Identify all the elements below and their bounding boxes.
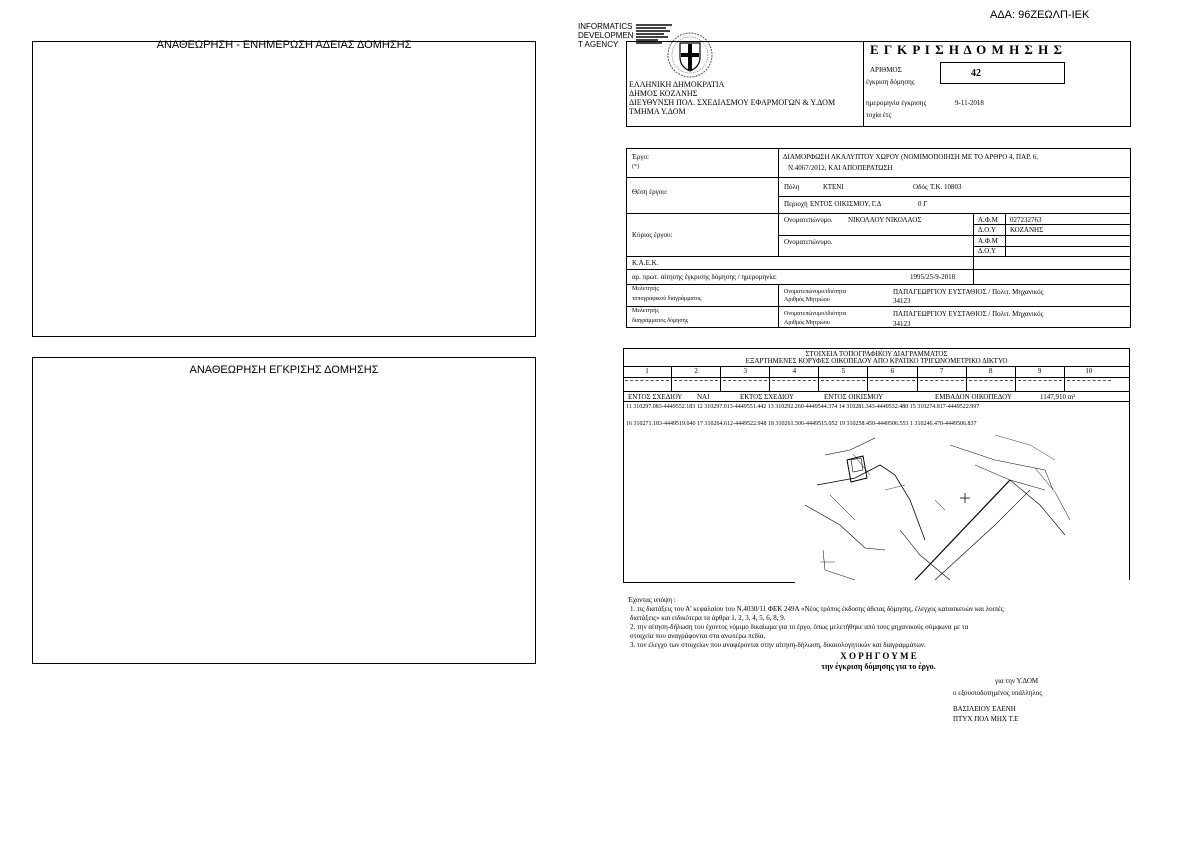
revision-permit-title: ΑΝΑΘΕΩΡΗΣΗ - ΕΝΗΜΕΡΩΣΗ ΑΔΕΙΑΣ ΔΟΜΗΣΗΣ: [156, 39, 412, 51]
vertex-columns: [623, 366, 1113, 391]
authorized-official-label: ο εξουσιοδοτημένος υπάλληλος: [953, 689, 1043, 697]
topo-subtitle: ΕΞΑΡΤΗΜΕΝΕΣ ΚΟΡΥΦΕΣ ΟΙΚΟΠΕΔΟΥ ΑΠΟ ΚΡΑΤΙΚΟ ΤΡΙΓΩΝΟΜΕΤΡΙΚΟ ΔΙΚΤΥΟ: [745, 357, 1008, 365]
project-sub-label: (*): [632, 164, 639, 170]
basis-item-3: 3. τον έλεγχο των στοιχείων που αναφέρονται στην αίτηση-δήλωση, δικαιολογητικών και διαγραμμάτων.: [630, 641, 926, 649]
arch-engineer-name: ΠΑΠΑΓΕΩΡΓΙΟΥ ΕΥΣΤΑΘΙΟΣ / Πολιτ. Μηχανικός: [893, 310, 1044, 318]
approval-date: 9-11-2018: [955, 99, 984, 107]
number-label: ΑΡΙΘΜΟΣ: [870, 66, 902, 74]
topo-study-label-line: τοπογραφικού διαγράμματος: [632, 296, 702, 302]
vertex-column: 2: [672, 366, 721, 391]
owner-name-label: Ονοματεπώνυμο.: [784, 216, 833, 224]
date-label: ημερομηνία έγκρισης: [866, 99, 927, 107]
doy-value: ΚΟΖΑΝΗΣ: [1010, 226, 1044, 234]
vertex-column: 10: [1065, 366, 1113, 391]
arch-study-label-line: διαγράμματος δόμησης: [632, 318, 689, 324]
vertex-column: 9: [1016, 366, 1065, 391]
revision-approval-panel: [32, 357, 536, 664]
topo-engineer-name: ΠΑΠΑΓΕΩΡΓΙΟΥ ΕΥΣΤΑΘΙΟΣ / Πολιτ. Μηχανικός: [893, 288, 1044, 296]
date-sub-label: τοχία έτς: [866, 111, 892, 119]
protocol-label: αρ. πρωτ. αίτησης έγκρισης δόμησης / ημερομηνία:: [632, 273, 777, 281]
area-code: 0 Γ: [918, 200, 928, 208]
basis-item-1: 1. τις διατάξεις του Α' κεφαλαίου του Ν.4030/11 ΦΕΚ 249Α «Νέος τρόπος έκδοσης άδειας δόμησης, έλεγχος κατασκευών και λοιπές: [630, 605, 1004, 613]
afm-value: 027232763: [1010, 216, 1042, 224]
document-title: Ε Γ Κ Ρ Ι Σ Η Δ Ο Μ Η Σ Η Σ: [870, 42, 1064, 57]
basis-item-2: 2. την αίτηση-δήλωση του έχοντος νόμιμο δικαίωμα για το έργο, όπως μελετήθηκε από τους μηχανικούς σύμφωνα με τα: [630, 623, 969, 631]
logo-line: INFORMATICS: [578, 22, 633, 31]
grant-heading: Χ Ο Ρ Η Γ Ο Υ Μ Ε: [840, 651, 917, 661]
logo-line: DEVELOPMEN: [578, 31, 634, 40]
on-behalf-label: για την Υ.ΔΟΜ: [995, 677, 1039, 685]
revision-approval-title: ΑΝΑΘΕΩΡΗΣΗ ΕΓΚΡΙΣΗΣ ΔΟΜΗΣΗΣ: [189, 364, 379, 376]
afm2-label: Α.Φ.Μ: [978, 237, 998, 245]
afm-label: Α.Φ.Μ: [978, 216, 998, 224]
area-label: Περιοχή: [784, 200, 808, 208]
logo-line: T AGENCY: [578, 40, 619, 49]
area-value: ΕΝΤΟΣ ΟΙΚΙΣΜΟΥ, Γ.Δ: [810, 200, 882, 208]
project-details-table: [626, 148, 1131, 328]
topo-reg-label: Αριθμός Μητρώου: [784, 297, 830, 303]
ada-code: ΑΔΑ: 96ΖΕΩΛΠ-ΙΕΚ: [990, 9, 1090, 21]
topo-name-label: Ονοματεπώνυμο/ιδιότητα: [784, 289, 847, 295]
owner2-name-label: Ονοματεπώνυμο.: [784, 238, 833, 246]
topo-reg-number: 34123: [893, 297, 911, 305]
doy2-label: Δ.Ο.Υ: [978, 247, 997, 255]
street-label: Οδός: [913, 183, 928, 191]
authority-line: ΤΜΗΜΑ Υ.ΔΟΜ: [629, 107, 686, 116]
signer-name: ΒΑΣΙΛΕΙΟΥ ΕΛΕΝΗ: [953, 705, 1016, 713]
authority-line: ΔΙΕΥΘΥΝΣΗ ΠΟΛ. ΣΧΕΔΙΑΣΜΟΥ ΕΦΑΡΜΟΓΩΝ & Υ.ΔΟΜ: [629, 98, 836, 107]
project-label: Έργο:: [632, 153, 649, 161]
number-sub-label: έγκριση δόμησης: [866, 78, 915, 86]
kaek-label: Κ.Α.Ε.Κ.: [632, 259, 659, 267]
basis-item-2-cont: στοιχεία που αναγράφονται στα ανωτέρω πεδία.: [630, 632, 766, 640]
topo-study-label: [632, 286, 701, 303]
project-description: ΔΙΑΜΟΡΦΩΣΗ ΑΚΑΛΥΠΤΟΥ ΧΩΡΟΥ (ΝΟΜΙΜΟΠΟΙΗΣΗ ΜΕ ΤΟ ΑΡΘΡΟ 4, ΠΑΡ. 6,: [783, 153, 1038, 161]
vertex-coordinates-2: 16 310271.183-4449519.040 17 310264.612-4449522.948 18 310261.506-4449515.052 19 310258.450-4449506.553 1 310246.470-4449506.837: [626, 421, 977, 427]
vertex-column: 5: [819, 366, 868, 391]
in-plan-label: ΕΝΤΟΣ ΣΧΕΔΙΟΥ: [628, 393, 683, 401]
topo-title: ΣΤΟΙΧΕΙΑ ΤΟΠΟΓΡΑΦΙΚΟΥ ΔΙΑΓΡΑΜΜΑΤΟΣ: [805, 350, 948, 358]
out-of-plan-label: ΕΚΤΟΣ ΣΧΕΔΙΟΥ: [740, 393, 795, 401]
vertex-column: 1: [623, 366, 672, 391]
considering-label: Έχοντας υπόψη :: [628, 596, 676, 604]
vertex-column: 4: [770, 366, 819, 391]
protocol-value: 1995/25-9-2018: [910, 273, 956, 281]
plot-area-label: ΕΜΒΑΔΟΝ ΟΙΚΟΠΕΔΟΥ: [935, 393, 1012, 401]
approval-number: 42: [971, 68, 981, 79]
authority-line: ΕΛΛΗΝΙΚΗ ΔΗΜΟΚΡΑΤΙΑ: [629, 80, 725, 89]
location-label: Θέση έργου:: [632, 188, 668, 196]
plot-area-value: 1147,910 m²: [1040, 393, 1076, 401]
basis-item-1-cont: διατάξεις» και ειδικότερα τα άρθρα 1, 2, 3, 4, 5, 6, 8, 9.: [630, 614, 786, 622]
revision-permit-panel: [32, 41, 536, 337]
owner-label: Κύριος έργου:: [632, 231, 673, 239]
grant-sub: την έγκριση δόμησης για το έργο.: [821, 662, 936, 671]
approval-number-field: [940, 62, 1065, 84]
vertex-column: 3: [721, 366, 770, 391]
site-plan-drawing: [795, 430, 1130, 590]
authority-line: ΔΗΜΟΣ ΚΟΖΑΝΗΣ: [629, 89, 698, 98]
arch-study-label: [632, 308, 688, 325]
topo-study-label-line: Μελετητής: [632, 286, 659, 292]
signer-title: ΠΤΥΧ ΠΟΛ ΜΗΧ Τ.Ε: [953, 715, 1019, 723]
doy-label: Δ.Ο.Υ: [978, 226, 997, 234]
vertex-column: 8: [967, 366, 1016, 391]
street-value: Τ.Κ. 10803: [930, 183, 962, 191]
vertex-coordinates-1: 11 310297.083-4449552.183 12 310297.013-4449551.442 13 310292.260-4449544.374 14 310281.343-4449532.480 15 310274.817-4449522.997: [626, 404, 980, 410]
issuing-authority: [629, 80, 835, 116]
arch-reg-label: Αριθμός Μητρώου: [784, 320, 830, 326]
vertex-column: 7: [918, 366, 967, 391]
arch-name-label: Ονοματεπώνυμο/ιδιότητα: [784, 311, 847, 317]
city-label: Πόλη: [784, 183, 800, 191]
project-description-cont: Ν.4067/2012, ΚΑΙ ΑΠΟΠΕΡΑΤΩΣΗ: [788, 164, 893, 172]
owner-name: ΝΙΚΟΛΑΟΥ ΝΙΚΟΛΑΟΣ: [848, 216, 922, 224]
vertex-column: 6: [868, 366, 917, 391]
in-settlement-label: ΕΝΤΟΣ ΟΙΚΙΣΜΟΥ: [824, 393, 884, 401]
arch-study-label-line: Μελετητής: [632, 308, 659, 314]
in-plan-value: ΝΑΙ: [697, 393, 710, 401]
city-value: ΚΤΕΝΙ: [823, 183, 844, 191]
arch-reg-number: 34123: [893, 320, 911, 328]
